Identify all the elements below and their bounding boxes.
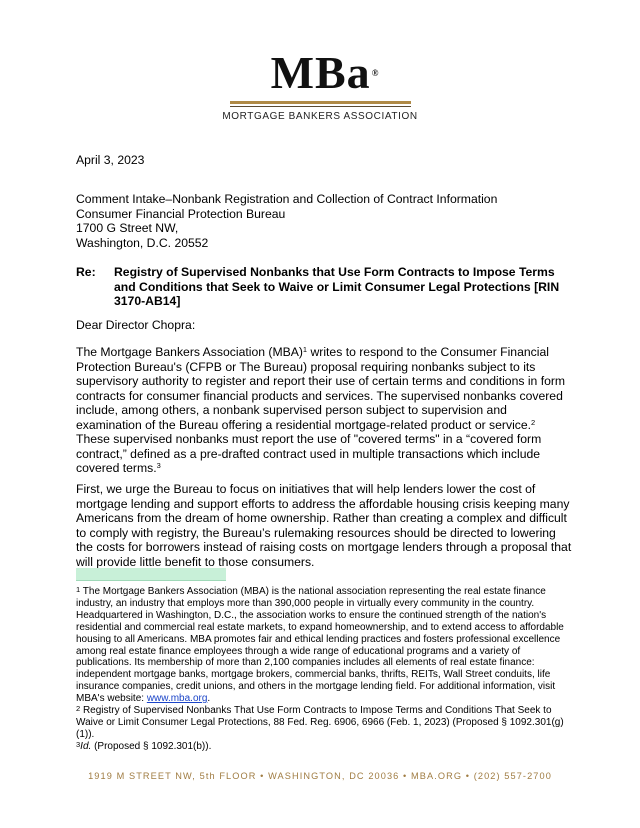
footnote-ref-2[interactable]: 2 (531, 417, 536, 427)
footnotes (76, 586, 570, 753)
footnote-number: 3 (76, 739, 81, 749)
footnote-text: . (207, 693, 211, 705)
footnote-ref-1[interactable]: 1 (302, 345, 308, 354)
address-line: Comment Intake–Nonbank Registration and Collection of Contract Information (76, 192, 498, 206)
footnote-number: 2 (76, 704, 81, 714)
letterhead-gold-rule (230, 101, 411, 104)
footnote-text: (Proposed § 1092.301(b)). (91, 740, 212, 752)
footnote-1 (76, 586, 570, 705)
footnote-2 (76, 705, 570, 741)
organization-name: MORTGAGE BANKERS ASSOCIATION (222, 111, 418, 122)
footnote-number: 1 (76, 585, 81, 594)
letter-date: April 3, 2023 (76, 153, 145, 167)
letterhead-dark-rule (230, 106, 411, 107)
registered-mark: ® (371, 68, 380, 78)
footnote-separator-highlight (76, 568, 226, 581)
mba-logo (250, 47, 400, 98)
mba-website-link[interactable]: www.mba.org (146, 693, 208, 705)
body-paragraph-2: First, we urge the Bureau to focus on initiatives that will help lenders lower the cost of mortgage lending and support efforts to address the affordable housing crisis keeping many Americans from the dream of home ownership. Rather than creating a complex and difficult to comply with registry, the Bureau’s rulemaking resources should be directed to lowering the costs for borrowers instead of raising costs on mortgage lenders through a proposal that will provide little benefit to those consumers. (76, 482, 572, 569)
footnote-id: Id. (80, 740, 92, 752)
address-line: Consumer Financial Protection Bureau (76, 206, 286, 221)
footnote-ref-3[interactable]: 3 (156, 461, 161, 470)
footnote-3 (76, 741, 570, 753)
re-label: Re: (76, 265, 96, 279)
footnote-text: Registry of Supervised Nonbanks That Use Form Contracts to Impose Terms and Conditions That Seek to Waive or Limit Consumer Legal Protections, 88 Fed. Reg. 6906, 6966 (Feb. 1, 2023) (Proposed § 1092.301(g)(1)). (76, 705, 564, 740)
p1-text: writes to respond to the Consumer Financial Protection Bureau's (CFPB or The Bureau) proposal requiring nonbanks subject to its supervisory authority to register and report their use of certain terms and conditions in form contracts for consumer financial products and services. The supervised nonbanks covered include, among others, a nonbank supervised person subject to supervision and examination of the Bureau offering a residential mortgage-related product or service. (76, 345, 566, 432)
logo-text: MBa (270, 47, 371, 98)
recipient-address (76, 192, 497, 250)
letterhead-footer: 1919 M STREET NW, 5th FLOOR • WASHINGTON, DC 20036 • MBA.ORG • (202) 557-2700 (88, 771, 552, 781)
body-paragraph-1 (76, 345, 572, 476)
p1-text: The Mortgage Bankers Association (MBA) (76, 345, 303, 359)
address-line: 1700 G Street NW, (76, 221, 179, 235)
p1-text: These supervised nonbanks must report the use of "covered terms" in a “covered form contract,” defined as a pre-drafted contract used in multiple transactions which include covered terms. (76, 432, 542, 475)
salutation: Dear Director Chopra: (76, 318, 196, 332)
footnote-text: The Mortgage Bankers Association (MBA) is the national association representing the real estate finance industry, an industry that employs more than 390,000 people in virtually every community in the country. Headquartered in Washington, D.C., the association works to ensure the continued strength of the nation's residential and commercial real estate markets, to expand homeownership, and to extend access to affordable housing to all Americans. MBA promotes fair and ethical lending practices and fosters professional excellence among real estate finance employees through a wide range of educational programs and a variety of publications. Its membership of more than 2,100 companies includes all elements of real estate finance: independent mortgage banks, mortgage brokers, commercial banks, thrifts, REITs, Wall Street conduits, life insurance companies, credit unions, and others in the mortgage lending field. For additional information, visit MBA's website: (76, 586, 564, 705)
address-line: Washington, D.C. 20552 (76, 235, 209, 250)
re-subject: Registry of Supervised Nonbanks that Use Form Contracts to Impose Terms and Conditions that Seek to Waive or Limit Consumer Legal Protections [RIN 3170-AB14] (114, 265, 560, 308)
